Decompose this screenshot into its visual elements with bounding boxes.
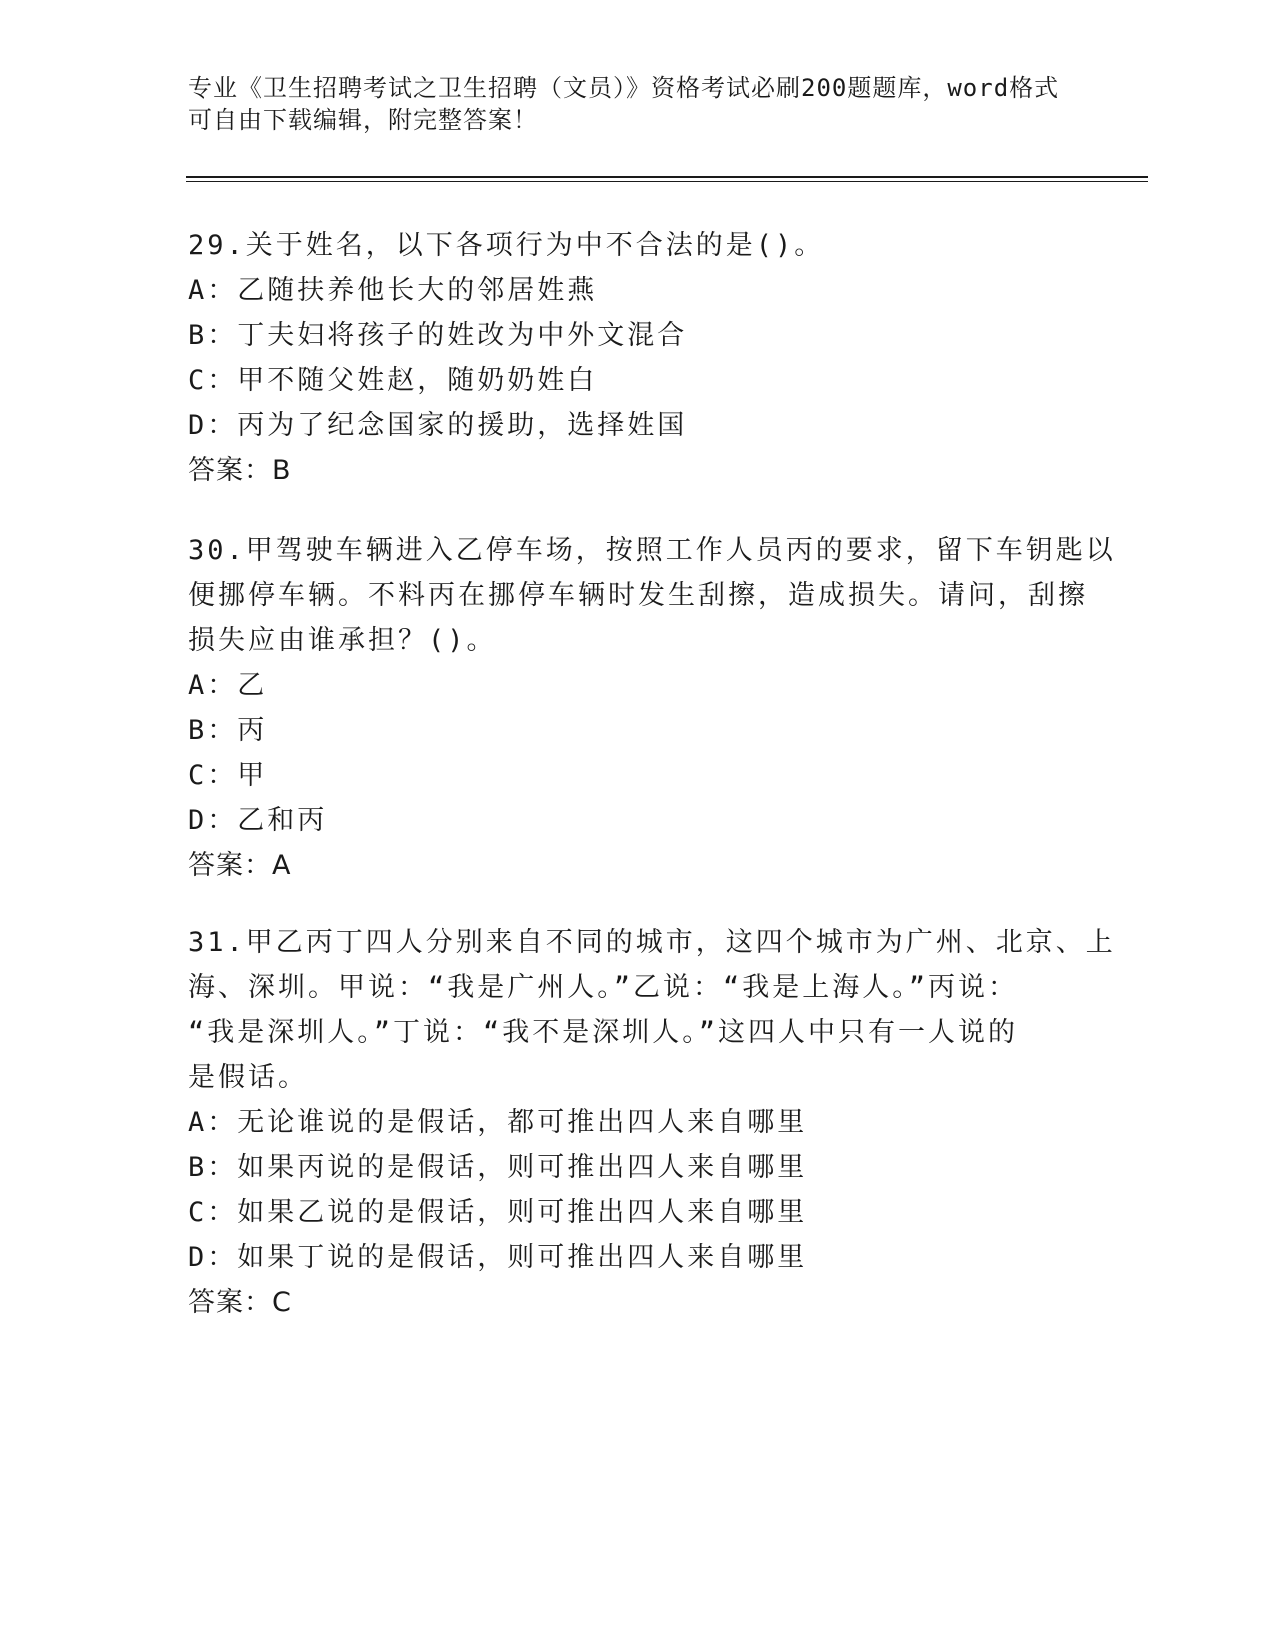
stem-line: 便挪停车辆。不料丙在挪停车辆时发生刮擦，造成损失。请问，刮擦 — [188, 580, 1088, 611]
stem-line: 30.甲驾驶车辆进入乙停车场，按照工作人员丙的要求，留下车钥匙以 — [188, 535, 1116, 566]
header-divider-thick — [186, 176, 1148, 178]
answer: 答案：B — [188, 455, 292, 486]
option-b: B：丁夫妇将孩子的姓改为中外文混合 — [188, 320, 688, 351]
stem-line: 海、深圳。甲说：“我是广州人。”乙说：“我是上海人。”丙说： — [188, 972, 1019, 1003]
stem-line: 是假话。 — [188, 1062, 308, 1093]
option-c: C：甲 — [188, 760, 268, 791]
option-b: B：如果丙说的是假话，则可推出四人来自哪里 — [188, 1152, 808, 1183]
question-stem — [188, 920, 1116, 1100]
answer: 答案：C — [188, 1287, 292, 1318]
stem-line: 损失应由谁承担？()。 — [188, 625, 497, 656]
header-divider-thin — [186, 181, 1148, 182]
option-a: A：乙随扶养他长大的邻居姓燕 — [188, 275, 598, 306]
document-header — [188, 72, 1088, 136]
answer: 答案：A — [188, 850, 292, 881]
option-a: A：无论谁说的是假话，都可推出四人来自哪里 — [188, 1107, 808, 1138]
option-b: B：丙 — [188, 715, 268, 746]
question-30 — [188, 528, 1116, 888]
question-29 — [188, 223, 1068, 493]
header-line-1: 专业《卫生招聘考试之卫生招聘（文员）》资格考试必刷200题题库，word格式 — [188, 74, 1060, 102]
option-d: D：丙为了纪念国家的援助，选择姓国 — [188, 410, 688, 441]
option-a: A：乙 — [188, 670, 268, 701]
question-stem — [188, 528, 1116, 663]
header-line-2: 可自由下载编辑，附完整答案！ — [188, 106, 538, 134]
stem-line: 31.甲乙丙丁四人分别来自不同的城市，这四个城市为广州、北京、上 — [188, 927, 1116, 958]
stem-line: “我是深圳人。”丁说：“我不是深圳人。”这四人中只有一人说的 — [188, 1017, 1019, 1048]
option-c: C：甲不随父姓赵，随奶奶姓白 — [188, 365, 598, 396]
question-stem — [188, 223, 1068, 268]
option-d: D：如果丁说的是假话，则可推出四人来自哪里 — [188, 1242, 808, 1273]
option-d: D：乙和丙 — [188, 805, 328, 836]
option-c: C：如果乙说的是假话，则可推出四人来自哪里 — [188, 1197, 808, 1228]
question-31 — [188, 920, 1116, 1325]
stem-line: 29.关于姓名，以下各项行为中不合法的是()。 — [188, 230, 825, 261]
